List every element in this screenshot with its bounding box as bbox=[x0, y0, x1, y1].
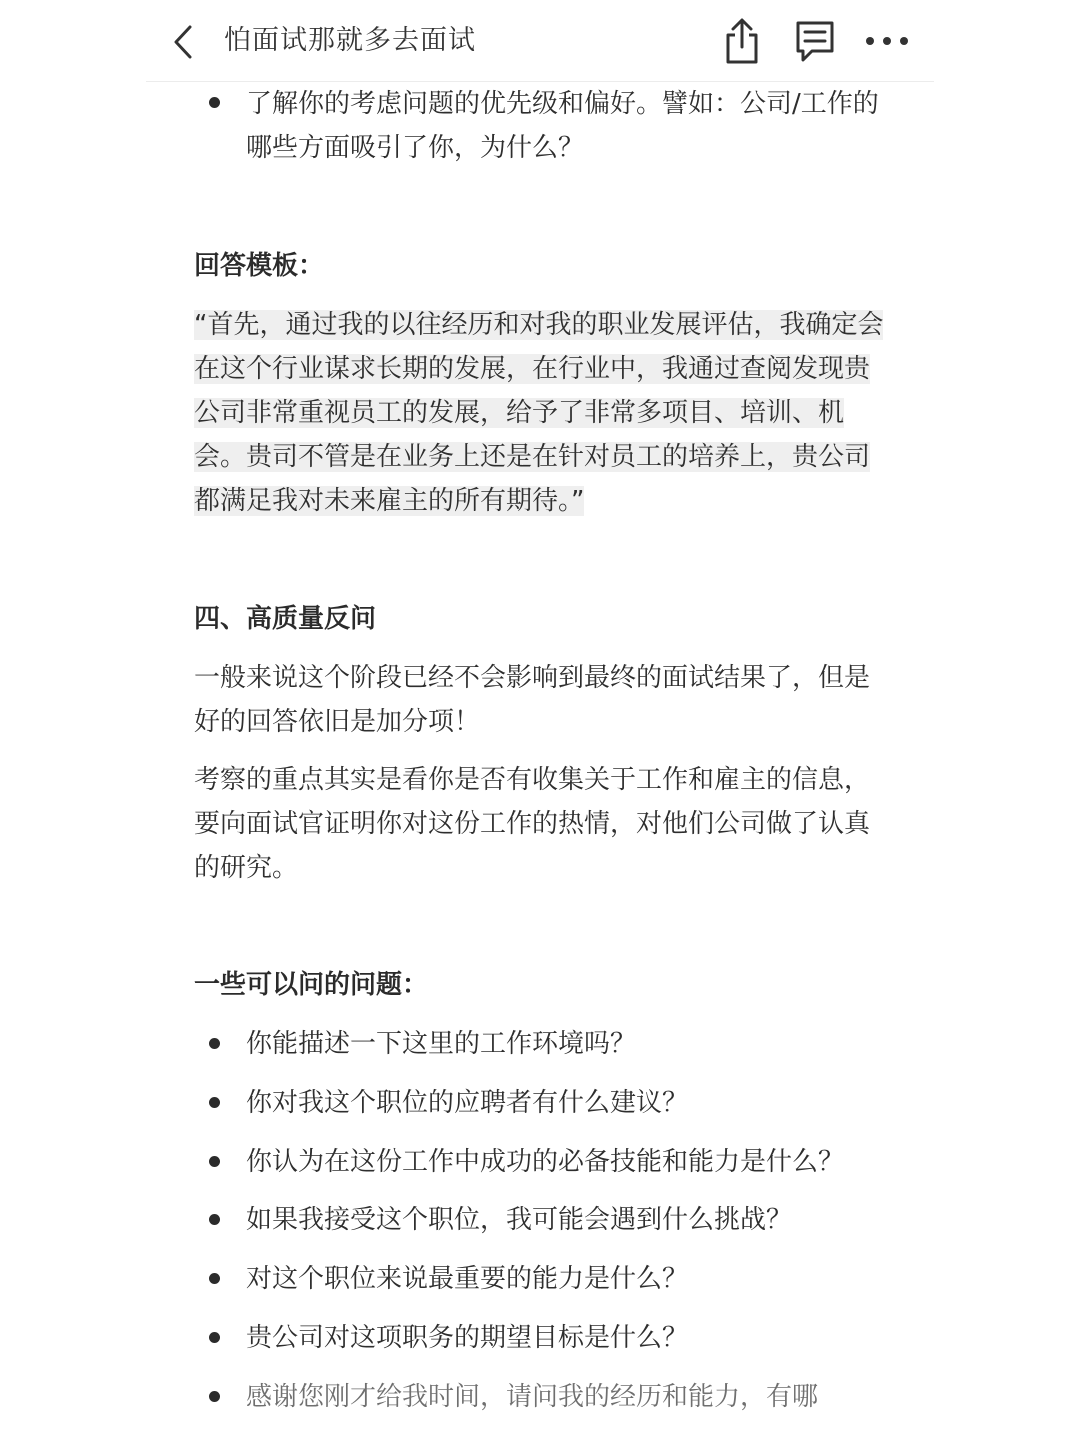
bullet-dot bbox=[209, 1038, 220, 1049]
bullet-dot bbox=[209, 1097, 220, 1108]
bullet-dot bbox=[209, 1332, 220, 1343]
chevron-left-icon bbox=[172, 24, 194, 60]
list-item: 如果我接受这个职位，我可能会遇到什么挑战？ bbox=[246, 1205, 793, 1235]
bullet-dot bbox=[209, 97, 220, 108]
comment-icon bbox=[792, 18, 838, 64]
paragraph: 考察的重点其实是看你是否有收集关于工作和雇主的信息，要向面试官证明你对这份工作的热情，对他们公司做了认真的研究。 bbox=[194, 765, 871, 883]
list-item: 了解你的考虑问题的优先级和偏好。譬如：公司/工作的哪些方面吸引了你，为什么？ bbox=[246, 89, 879, 163]
list-item: 贵公司对这项职务的期望目标是什么？ bbox=[246, 1323, 689, 1353]
template-heading: 回答模板： bbox=[194, 251, 325, 281]
bullet-dot bbox=[209, 1214, 220, 1225]
list-item: 你能描述一下这里的工作环境吗？ bbox=[246, 1029, 637, 1059]
comment-button[interactable] bbox=[790, 14, 840, 68]
back-button[interactable] bbox=[166, 22, 200, 62]
list-item: 感谢您刚才给我时间，请问我的经历和能力，有哪 bbox=[246, 1382, 819, 1412]
more-icon bbox=[864, 35, 910, 47]
bullet-dot bbox=[209, 1273, 220, 1284]
page-title: 怕面试那就多去面试 bbox=[224, 25, 476, 56]
section-heading: 四、高质量反问 bbox=[194, 604, 377, 634]
bullet-dot bbox=[209, 1156, 220, 1167]
share-icon bbox=[722, 17, 762, 65]
paragraph: 一般来说这个阶段已经不会影响到最终的面试结果了，但是好的回答依旧是加分项！ bbox=[194, 663, 871, 737]
questions-heading: 一些可以问的问题： bbox=[194, 970, 429, 1000]
share-button[interactable] bbox=[717, 14, 767, 68]
more-button[interactable] bbox=[862, 14, 912, 68]
answer-template-quote bbox=[194, 303, 884, 523]
quote-text: “首先，通过我的以往经历和对我的职业发展评估，我确定会在这个行业谋求长期的发展，在行业中，我通过查阅发现贵公司非常重视员工的发展，给予了非常多项目、培训、机会。贵司不管是在业务上还是在针对员工的培养上，贵公司都满足我对未来雇主的所有期待。” bbox=[194, 310, 884, 516]
list-item: 你对我这个职位的应聘者有什么建议？ bbox=[246, 1088, 689, 1118]
list-item: 对这个职位来说最重要的能力是什么？ bbox=[246, 1264, 689, 1294]
bullet-dot bbox=[209, 1391, 220, 1402]
list-item: 你认为在这份工作中成功的必备技能和能力是什么？ bbox=[246, 1147, 845, 1177]
top-nav-bar bbox=[0, 0, 1080, 82]
